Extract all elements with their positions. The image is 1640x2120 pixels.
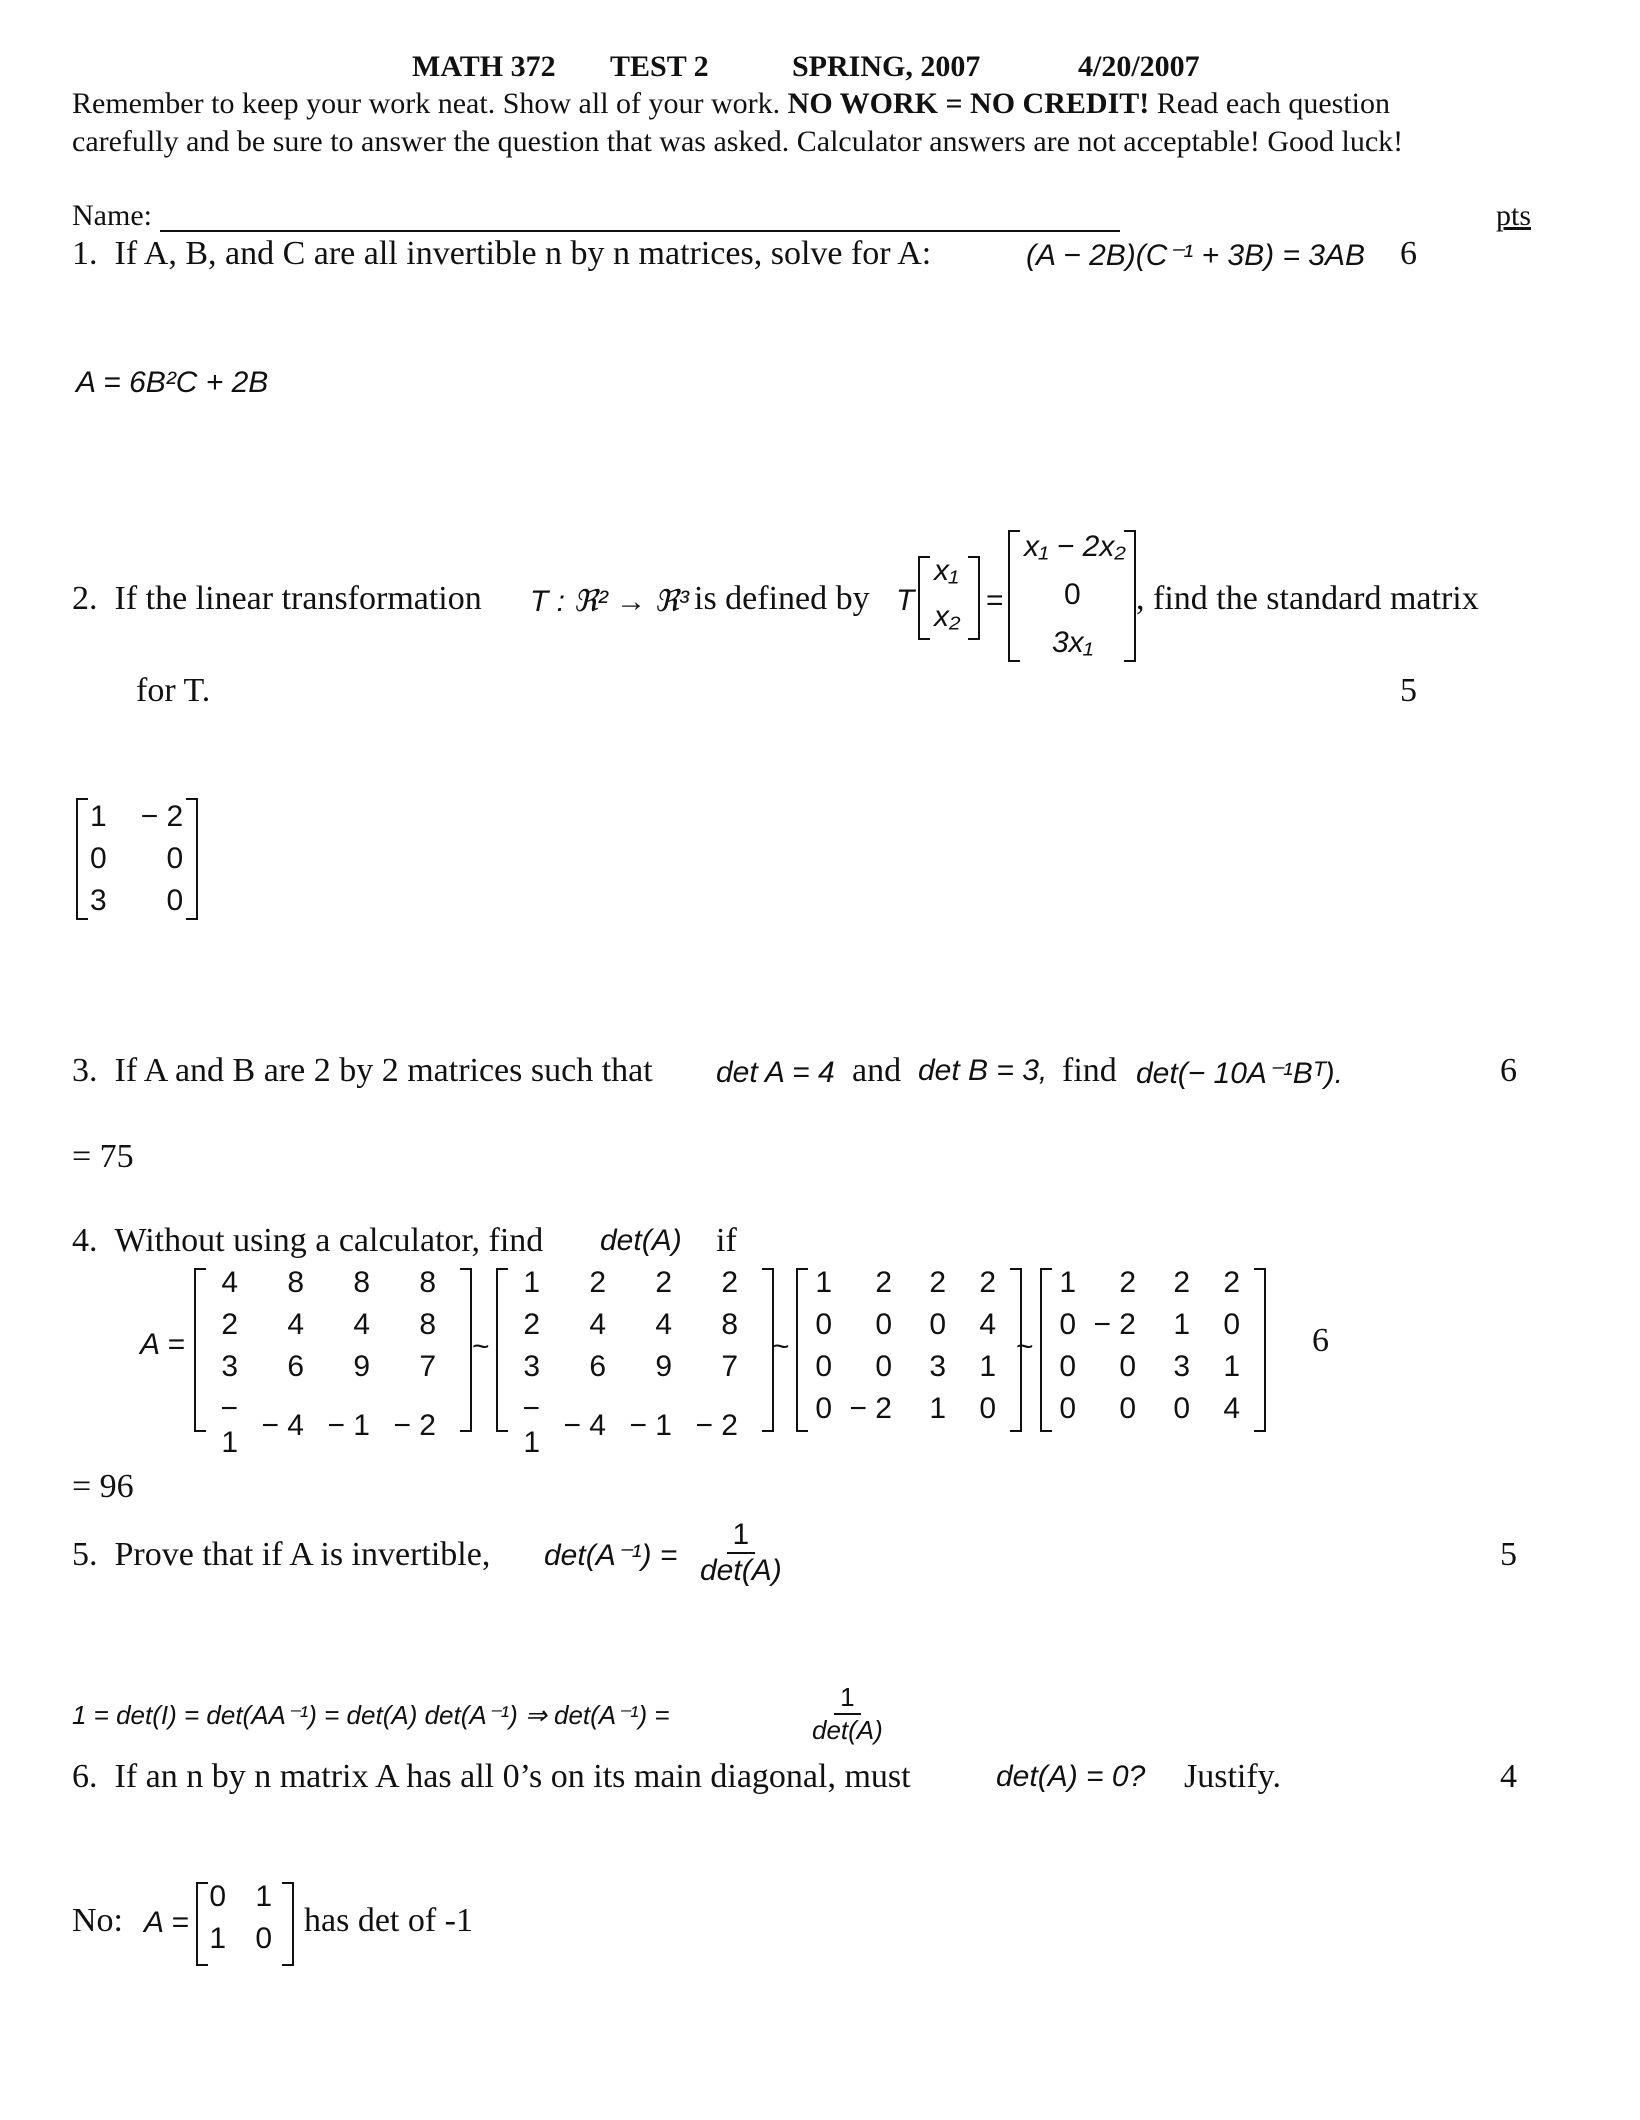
q4-lhs: A = (140, 1328, 185, 1361)
matrix-cell: 2 (721, 1266, 738, 1299)
matrix-cell: 3 (929, 1350, 946, 1383)
q4-matrix-1-bracket-right (460, 1268, 472, 1432)
q3-cond-2: det B = 3, (918, 1054, 1048, 1087)
matrix-cell: 8 (353, 1266, 370, 1299)
matrix-cell: 3 (1173, 1350, 1190, 1383)
q4-matrix-2 (498, 1262, 746, 1464)
matrix-cell: 8 (721, 1308, 738, 1341)
matrix-cell: 0 (1059, 1392, 1076, 1425)
matrix-cell: 4 (221, 1266, 238, 1299)
matrix-cell: 2 (221, 1308, 238, 1341)
matrix-cell: 3 (221, 1350, 238, 1383)
q4-number: 4. (72, 1222, 98, 1259)
q3-text-c: find (1062, 1052, 1117, 1089)
q2-points: 5 (1400, 672, 1417, 709)
matrix-cell: 0 (1223, 1308, 1240, 1341)
matrix-cell: 6 (589, 1350, 606, 1383)
q2-input-x1: x₁ (934, 554, 959, 587)
matrix-cell: 2 (523, 1308, 540, 1341)
q5-fraction-denominator: det(A) (700, 1554, 782, 1587)
q4-tilde-2: ~ (772, 1330, 790, 1363)
pts-label: pts (1496, 199, 1532, 232)
matrix-cell: − 2 (1093, 1308, 1136, 1341)
matrix-cell: 1 (523, 1266, 540, 1299)
matrix-cell: 1 (979, 1350, 996, 1383)
q4-tilde-3: ~ (1016, 1330, 1034, 1363)
matrix-cell: 0 (209, 1880, 226, 1913)
q4-text-a: Without using a calculator, find (114, 1222, 544, 1259)
q6-answer-suffix: has det of -1 (304, 1902, 474, 1939)
matrix-cell: 0 (255, 1922, 272, 1955)
matrix-cell: 0 (815, 1308, 832, 1341)
q3-points: 6 (1500, 1052, 1517, 1089)
q4-matrix-1 (196, 1262, 444, 1464)
q2-answer-bracket-right (186, 798, 198, 920)
matrix-cell: 4 (655, 1308, 672, 1341)
header-course: MATH 372 (412, 50, 556, 83)
q2-input-x2: x₂ (934, 600, 961, 633)
matrix-cell: 7 (419, 1350, 436, 1383)
q2-output-row-1: x₁ − 2x₂ (1024, 530, 1126, 563)
q6-matrix-bracket-right (282, 1882, 294, 1966)
matrix-cell: − 2 (393, 1409, 436, 1442)
q3-prompt (72, 1052, 653, 1090)
matrix-cell: − 1 (522, 1392, 540, 1459)
matrix-cell: 1 (929, 1392, 946, 1425)
q6-answer-lhs: A = (144, 1906, 189, 1939)
q2-output-row-3: 3x₁ (1052, 626, 1094, 659)
matrix-cell: 2 (1173, 1266, 1190, 1299)
matrix-cell: 1 (90, 800, 107, 833)
q2-text-d: for T. (136, 672, 211, 709)
matrix-cell: 0 (1119, 1350, 1136, 1383)
q4-answer: = 96 (72, 1468, 134, 1505)
matrix-cell: − 1 (629, 1409, 672, 1442)
q5-proof-denominator: det(A) (812, 1715, 883, 1745)
matrix-cell: 1 (255, 1880, 272, 1913)
q6-text-b: Justify. (1184, 1758, 1281, 1795)
q1-points: 6 (1400, 235, 1417, 272)
matrix-cell: 1 (1059, 1266, 1076, 1299)
matrix-cell: 8 (419, 1266, 436, 1299)
instructions-line-1 (72, 84, 1390, 124)
matrix-cell: 0 (1119, 1392, 1136, 1425)
instructions-line-2: carefully and be sure to answer the question that was asked. Calculator answers are not acceptable! Good luck! (72, 125, 1404, 158)
q2-text-a: If the linear transformation (114, 580, 482, 617)
q3-target: det(− 10A⁻¹Bᵀ). (1136, 1057, 1343, 1090)
header-term: SPRING, 2007 (792, 50, 981, 83)
matrix-cell: 9 (655, 1350, 672, 1383)
instructions-text: Remember to keep your work neat. Show all of your work. (72, 87, 788, 120)
q1-answer: A = 6B²C + 2B (76, 366, 269, 399)
matrix-cell: 4 (589, 1308, 606, 1341)
matrix-cell: 3 (523, 1350, 540, 1383)
header-date: 4/20/2007 (1078, 50, 1200, 83)
q4-target: det(A) (600, 1224, 682, 1257)
matrix-cell: 0 (1059, 1350, 1076, 1383)
q3-cond-1: det A = 4 (716, 1056, 835, 1089)
matrix-cell: 1 (1173, 1308, 1190, 1341)
q6-condition: det(A) = 0? (996, 1760, 1146, 1793)
matrix-cell: 3 (90, 884, 107, 917)
matrix-cell: 2 (1223, 1266, 1240, 1299)
q6-answer-prefix: No: (72, 1902, 123, 1939)
q5-points: 5 (1500, 1536, 1517, 1573)
matrix-cell: 9 (353, 1350, 370, 1383)
matrix-cell: 8 (287, 1266, 304, 1299)
matrix-cell: 2 (979, 1266, 996, 1299)
matrix-cell: 0 (929, 1308, 946, 1341)
q6-points: 4 (1500, 1758, 1517, 1795)
q6-answer-matrix (200, 1876, 280, 1960)
matrix-cell: 0 (166, 884, 184, 917)
q2-text-b: is defined by (694, 580, 870, 617)
matrix-cell: 2 (929, 1266, 946, 1299)
matrix-cell: − 1 (220, 1392, 238, 1459)
matrix-cell: 2 (589, 1266, 606, 1299)
name-label: Name: (72, 199, 152, 232)
matrix-cell: 2 (655, 1266, 672, 1299)
q3-number: 3. (72, 1052, 98, 1089)
q5-fraction (700, 1518, 782, 1588)
matrix-cell: − 2 (849, 1392, 892, 1425)
q4-points: 6 (1312, 1322, 1329, 1359)
q5-number: 5. (72, 1536, 98, 1573)
q2-prompt (72, 580, 482, 618)
matrix-cell: − 4 (261, 1409, 304, 1442)
matrix-cell: − 1 (327, 1409, 370, 1442)
q2-text-c: , find the standard matrix (1136, 580, 1479, 617)
matrix-cell: 0 (166, 842, 184, 875)
q6-text-a: If an n by n matrix A has all 0’s on its main diagonal, must (114, 1758, 911, 1795)
q6-number: 6. (72, 1758, 98, 1795)
instructions-text: Read each question (1149, 87, 1390, 120)
matrix-cell: 0 (815, 1392, 832, 1425)
matrix-cell: − 2 (140, 800, 184, 833)
q2-number: 2. (72, 580, 98, 617)
q5-text: Prove that if A is invertible, (114, 1536, 491, 1573)
q5-proof-fraction (812, 1682, 883, 1746)
matrix-cell: 0 (1173, 1392, 1190, 1425)
q2-input-bracket-right (968, 556, 980, 640)
matrix-cell: 4 (287, 1308, 304, 1341)
q3-text-a: If A and B are 2 by 2 matrices such that (114, 1052, 653, 1089)
q3-answer: = 75 (72, 1138, 134, 1175)
matrix-cell: 0 (1059, 1308, 1076, 1341)
q5-lhs: det(A⁻¹) = (544, 1539, 678, 1572)
q4-prompt (72, 1222, 543, 1260)
q5-proof: 1 = det(I) = det(AA⁻¹) = det(A) det(A⁻¹) ⇒ det(A⁻¹) = (72, 1700, 670, 1730)
matrix-cell: 4 (979, 1308, 996, 1341)
q4-matrix-4 (1042, 1262, 1248, 1430)
matrix-cell: 6 (287, 1350, 304, 1383)
matrix-cell: − 2 (695, 1409, 738, 1442)
q1-equation: (A − 2B)(C⁻¹ + 3B) = 3AB (1026, 239, 1366, 272)
matrix-cell: 0 (875, 1350, 892, 1383)
q3-text-b: and (852, 1052, 902, 1089)
q4-text-b: if (716, 1222, 737, 1259)
matrix-cell: − 4 (563, 1409, 606, 1442)
q4-matrix-4-bracket-right (1254, 1268, 1266, 1432)
q4-matrix-3 (798, 1262, 1004, 1430)
matrix-cell: 7 (721, 1350, 738, 1383)
matrix-cell: 8 (419, 1308, 436, 1341)
q6-prompt (72, 1758, 911, 1796)
q2-output-bracket-right (1124, 530, 1136, 662)
q5-fraction-numerator: 1 (727, 1518, 756, 1554)
matrix-cell: 1 (1223, 1350, 1240, 1383)
q5-prompt (72, 1536, 490, 1574)
name-field-line (160, 230, 1120, 232)
q4-tilde-1: ~ (472, 1330, 490, 1363)
matrix-cell: 0 (875, 1308, 892, 1341)
header-test: TEST 2 (610, 50, 709, 83)
matrix-cell: 2 (875, 1266, 892, 1299)
q1-number: 1. (72, 235, 98, 272)
q2-output-bracket-left (1008, 530, 1020, 662)
q5-proof-numerator: 1 (834, 1682, 860, 1715)
q2-output-row-2: 0 (1064, 578, 1081, 611)
no-work-warning: NO WORK = NO CREDIT! (787, 87, 1150, 120)
matrix-cell: 4 (1223, 1392, 1240, 1425)
matrix-cell: 2 (1119, 1266, 1136, 1299)
q2-answer-matrix (82, 796, 191, 922)
q1-text: If A, B, and C are all invertible n by n matrices, solve for A: (114, 235, 932, 272)
q2-equals: = (986, 584, 1004, 617)
q2-input-bracket-left (918, 556, 930, 640)
matrix-cell: 1 (209, 1922, 226, 1955)
q1-prompt (72, 235, 931, 273)
q2-T-symbol: T (896, 584, 915, 617)
q2-mapping: T : ℜ² → ℜ³ (530, 585, 689, 618)
matrix-cell: 0 (815, 1350, 832, 1383)
matrix-cell: 4 (353, 1308, 370, 1341)
matrix-cell: 0 (979, 1392, 996, 1425)
matrix-cell: 0 (90, 842, 107, 875)
matrix-cell: 1 (815, 1266, 832, 1299)
